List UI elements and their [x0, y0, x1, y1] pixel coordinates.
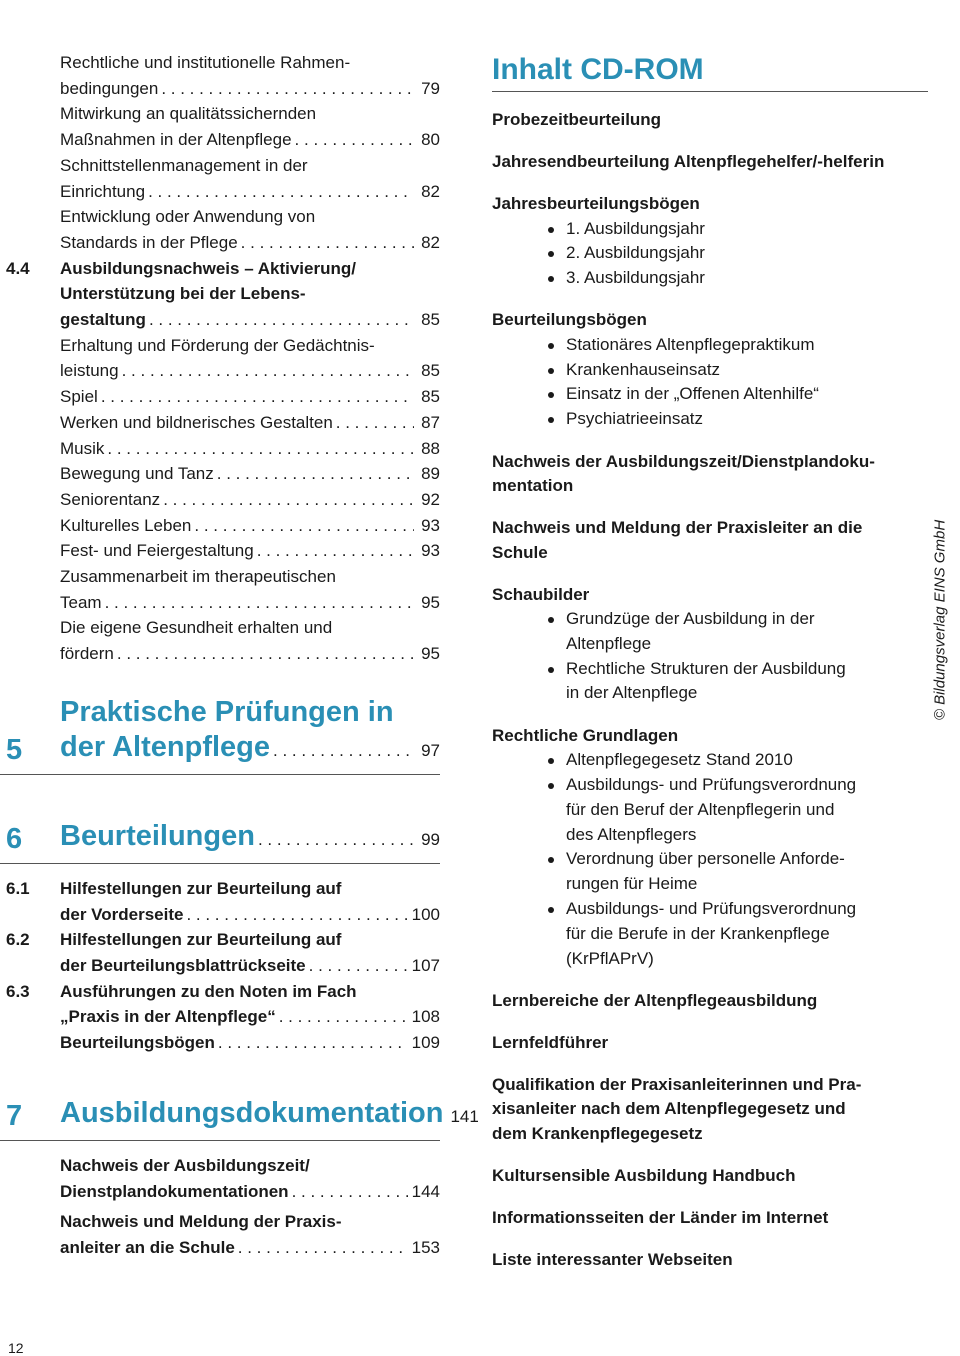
toc-page: 97: [421, 740, 440, 760]
dot-leader: [295, 127, 414, 153]
toc-line: [60, 101, 440, 127]
toc-title: Ausbildungsdokumentation: [60, 1096, 444, 1129]
toc-title: Spiel: [60, 387, 98, 407]
toc-page: 108: [411, 1007, 440, 1027]
toc-entry[interactable]: [0, 1153, 440, 1204]
bullet-line: Altenpflegegesetz Stand 2010: [566, 750, 793, 770]
toc-page: 82: [421, 232, 440, 252]
cd-rom-item: [492, 1248, 928, 1273]
cd-rom-item-title: Nachweis und Meldung der Praxisleiter an die: [492, 518, 863, 538]
dot-leader: [309, 953, 408, 979]
toc-title: fördern: [60, 644, 114, 664]
toc-line: [60, 1179, 440, 1205]
bullet-line: für den Beruf der Altenpflegerin und: [566, 799, 835, 819]
toc-title: Bewegung und Tanz: [60, 464, 214, 484]
toc-entry[interactable]: [0, 101, 440, 152]
toc-line: [60, 538, 440, 564]
toc-entry[interactable]: [0, 204, 440, 255]
bullet-line: Verordnung über personelle Anforde-: [566, 849, 845, 869]
bullet-line: für die Berufe in der Krankenpflege: [566, 923, 830, 943]
toc-number: 6.1: [6, 878, 30, 898]
cd-rom-list: [492, 108, 928, 1272]
toc-title: Rechtliche und institutionelle Rahmen-: [60, 53, 351, 72]
toc-title: der Altenpflege: [60, 730, 271, 763]
toc-title: anleiter an die Schule: [60, 1237, 235, 1257]
toc-entry[interactable]: [0, 487, 440, 513]
toc-page: 109: [411, 1033, 440, 1053]
bullet-line: Ausbildungs- und Prüfungsverordnung: [566, 775, 857, 795]
toc-page: 92: [421, 489, 440, 509]
toc-line: [60, 307, 440, 333]
bullet-item: [492, 847, 928, 897]
dot-leader: [194, 513, 414, 539]
dot-leader: [149, 307, 414, 333]
toc-page: 141: [450, 1106, 479, 1126]
cd-rom-item-title: Informationsseiten der Länder im Internet: [492, 1207, 829, 1227]
cd-rom-item-title: Lernfeldführer: [492, 1032, 609, 1052]
toc-title: Nachweis der Ausbildungszeit/: [60, 1155, 310, 1175]
bullet-line: Krankenhauseinsatz: [566, 359, 721, 379]
bullet-line: Ausbildungs- und Prüfungsverordnung: [566, 899, 857, 919]
toc-number: 6: [6, 822, 23, 855]
toc-page: 153: [411, 1237, 440, 1257]
toc-title: Die eigene Gesundheit erhalten und: [60, 618, 333, 638]
toc-number: 4.4: [6, 258, 30, 278]
toc-page: 87: [421, 412, 440, 432]
toc-line: [60, 487, 440, 513]
toc-title: der Beurteilungsblattrückseite: [60, 955, 306, 975]
dot-leader: [163, 487, 414, 513]
cd-rom-item-title: Jahresbeurteilungsbögen: [492, 194, 700, 213]
toc-title: Ausführungen zu den Noten im Fach: [60, 981, 357, 1001]
toc-title: Beurteilungen: [60, 819, 255, 852]
cd-rom-item-title: Schule: [492, 542, 548, 562]
toc-title: Kulturelles Leben: [60, 515, 192, 535]
toc-page: 95: [421, 592, 440, 612]
dot-leader: [105, 590, 414, 616]
toc-title: Dienstplandokumentationen: [60, 1181, 289, 1201]
toc-page: 89: [421, 464, 440, 484]
bullet-item: [492, 358, 928, 383]
cd-rom-item-title: mentation: [492, 476, 574, 496]
toc-title: Maßnahmen in der Altenpflege: [60, 130, 292, 150]
toc-line: [60, 1030, 440, 1056]
bullet-line: (KrPflAPrV): [566, 948, 654, 968]
toc-title: Einrichtung: [60, 181, 146, 201]
toc-entry[interactable]: [0, 1030, 440, 1056]
dot-leader: [279, 1004, 408, 1030]
toc-entry[interactable]: [0, 1209, 440, 1260]
toc-line: [60, 76, 440, 102]
bullet-line: in der Altenpflege: [566, 683, 698, 703]
bullet-item: [492, 266, 928, 291]
dot-leader: [107, 436, 414, 462]
toc-entry[interactable]: [0, 384, 440, 410]
bullet-item: [492, 748, 928, 773]
bullet-item: [492, 241, 928, 266]
toc-line: [60, 1004, 440, 1030]
cd-rom-item-title: xisanleiter nach dem Altenpflegegesetz und: [492, 1099, 846, 1119]
bullet-line: Grundzüge der Ausbildung in der: [566, 609, 815, 629]
toc-title: Musik: [60, 438, 105, 458]
bullet-line: des Altenpflegers: [566, 824, 697, 844]
toc-title: Nachweis und Meldung der Praxis-: [60, 1212, 342, 1232]
cd-rom-item-title: Probezeitbeurteilung: [492, 110, 662, 129]
cd-rom-item-title: Lernbereiche der Altenpflegeausbildung: [492, 990, 818, 1010]
bullet-line: Einsatz in der „Offenen Altenhilfe“: [566, 384, 819, 404]
toc-line: [60, 358, 440, 384]
dot-leader: [117, 641, 414, 667]
toc-title: Werken und bildnerisches Gestalten: [60, 412, 333, 432]
bullet-line: Altenpflege: [566, 633, 652, 653]
cd-rom-item: [492, 192, 928, 291]
toc-line: [60, 410, 440, 436]
bullet-item: [492, 407, 928, 432]
dot-leader: [122, 358, 414, 384]
copyright-notice: © Bildungsverlag EINS GmbH: [931, 519, 949, 721]
toc-line: [60, 615, 440, 641]
dot-leader: [258, 822, 414, 857]
toc-line: [60, 927, 440, 953]
toc-line: [60, 1096, 479, 1134]
toc-number: 5: [6, 733, 23, 766]
toc-title: Unterstützung bei der Lebens-: [60, 284, 306, 304]
bullet-line: Stationäres Altenpflegepraktikum: [566, 334, 815, 354]
dot-leader: [218, 1030, 408, 1056]
toc-line: [60, 127, 440, 153]
cd-rom-item-title: Jahresendbeurteilung Altenpflegehelfer/-helferin: [492, 152, 885, 171]
toc-line: [60, 436, 440, 462]
toc-entry[interactable]: [0, 256, 440, 333]
toc-page: 100: [411, 904, 440, 924]
toc-page: 82: [421, 181, 440, 201]
dot-leader: [148, 179, 414, 205]
cd-rom-item-title: Kultursensible Ausbildung Handbuch: [492, 1165, 796, 1185]
dot-leader: [292, 1179, 408, 1205]
toc-title: Zusammenarbeit im therapeutischen: [60, 567, 336, 587]
toc-title: Ausbildungsnachweis – Aktivierung/: [60, 258, 356, 278]
dot-leader: [186, 902, 407, 928]
bullet-item: [492, 657, 928, 707]
toc-line: [60, 204, 440, 230]
cd-rom-item: [492, 724, 928, 972]
toc-page: 79: [421, 78, 440, 98]
toc-line: [60, 461, 440, 487]
toc-title: Seniorentanz: [60, 489, 161, 509]
chapter-heading[interactable]: [0, 1096, 479, 1141]
toc-entry[interactable]: [0, 927, 440, 978]
toc-line: [60, 50, 440, 76]
toc-title: Erhaltung und Förderung der Gedächtnis-: [60, 335, 375, 355]
toc-entry[interactable]: [0, 615, 440, 666]
dot-leader: [273, 733, 414, 768]
toc-page: 93: [421, 515, 440, 535]
bullet-line: 2. Ausbildungsjahr: [566, 243, 705, 263]
cd-rom-item: [492, 108, 928, 133]
toc-title: bedingungen: [60, 78, 159, 98]
bullet-line: 3. Ausbildungsjahr: [566, 268, 705, 288]
toc-number: 7: [6, 1099, 23, 1132]
toc-page: 80: [421, 130, 440, 150]
toc-title: Entwicklung oder Anwendung von: [60, 207, 316, 227]
dot-leader: [241, 230, 414, 256]
toc-line: [60, 953, 440, 979]
cd-rom-item-title: dem Krankenpflegegesetz: [492, 1123, 703, 1143]
cd-rom-item-title: Beurteilungsbögen: [492, 310, 647, 330]
toc-number: 6.3: [6, 981, 30, 1001]
toc-line: [60, 513, 440, 539]
cd-rom-item: [492, 1164, 928, 1189]
toc-title: Schnittstellenmanagement in der: [60, 155, 308, 175]
bullet-item: [492, 607, 928, 657]
toc-line: [60, 564, 440, 590]
toc-title: Hilfestellungen zur Beurteilung auf: [60, 878, 342, 898]
bullet-line: Psychiatrieeinsatz: [566, 409, 704, 429]
dot-leader: [101, 384, 414, 410]
dot-leader: [161, 76, 414, 102]
toc-line: [60, 641, 440, 667]
toc-page: 99: [421, 829, 440, 849]
toc-entry[interactable]: [0, 333, 440, 384]
toc-title: Standards in der Pflege: [60, 232, 238, 252]
toc-page: 85: [421, 310, 440, 330]
toc-title: leistung: [60, 361, 119, 381]
toc-page: 95: [421, 644, 440, 664]
cd-rom-item: [492, 1206, 928, 1231]
bullet-item: [492, 897, 928, 971]
toc-entry[interactable]: [0, 538, 440, 564]
toc-title: Team: [60, 592, 102, 612]
toc-line: [60, 1153, 440, 1179]
cd-rom-item: [492, 1031, 928, 1056]
toc-line: [60, 979, 440, 1005]
toc-page: 85: [421, 387, 440, 407]
toc-entry[interactable]: [0, 564, 440, 615]
toc-page: 144: [411, 1181, 440, 1201]
bullet-line: rungen für Heime: [566, 874, 698, 894]
cd-rom-item: [492, 989, 928, 1014]
bullet-item: [492, 217, 928, 242]
toc-title: Mitwirkung an qualitätssichernden: [60, 104, 317, 124]
chapter-heading[interactable]: [0, 819, 440, 864]
toc-line: [60, 256, 440, 282]
toc-page: 85: [421, 361, 440, 381]
toc-title: der Vorderseite: [60, 904, 184, 924]
toc-line: [60, 730, 440, 768]
toc-line: [60, 590, 440, 616]
cd-rom-item-title: Schaubilder: [492, 584, 590, 604]
bullet-line: Rechtliche Strukturen der Ausbildung: [566, 658, 846, 678]
bullet-item: [492, 382, 928, 407]
toc-entry[interactable]: [0, 50, 440, 101]
page-number: 12: [8, 1340, 24, 1356]
toc-entry[interactable]: [0, 153, 440, 204]
toc-line: [60, 902, 440, 928]
toc-entry[interactable]: [0, 876, 440, 927]
toc-title: Fest- und Feiergestaltung: [60, 541, 254, 561]
toc-number: 6.2: [6, 930, 30, 950]
toc-line: [60, 876, 440, 902]
cd-rom-item: [492, 516, 928, 565]
toc-title: Beurteilungsbögen: [60, 1033, 215, 1053]
toc-line: [60, 384, 440, 410]
dot-leader: [257, 538, 414, 564]
toc-title: Hilfestellungen zur Beurteilung auf: [60, 930, 342, 950]
cd-rom-item: [492, 1073, 928, 1147]
toc-title: Praktische Prüfungen in: [60, 695, 394, 728]
cd-rom-item: [492, 583, 928, 707]
toc-line: [60, 1209, 440, 1235]
bullet-line: 1. Ausbildungsjahr: [566, 218, 705, 238]
toc-title: „Praxis in der Altenpflege“: [60, 1007, 276, 1027]
toc-page: 107: [411, 955, 440, 975]
toc-line: [60, 230, 440, 256]
toc-line: [60, 1235, 440, 1261]
toc-line: [60, 179, 440, 205]
toc-entry[interactable]: [0, 436, 440, 462]
cd-rom-heading: Inhalt CD-ROM: [492, 52, 928, 92]
cd-rom-item-title: Qualifikation der Praxisanleiterinnen und Pra-: [492, 1074, 862, 1094]
toc-line: [60, 281, 440, 307]
bullet-item: [492, 333, 928, 358]
toc-entry[interactable]: [0, 979, 440, 1030]
bullet-item: [492, 773, 928, 847]
cd-rom-contents: [492, 52, 928, 1290]
toc-page: 88: [421, 438, 440, 458]
toc-page: 93: [421, 541, 440, 561]
toc-line: [60, 695, 440, 730]
dot-leader: [336, 410, 414, 436]
toc-line: [60, 153, 440, 179]
cd-rom-item-title: Nachweis der Ausbildungszeit/Dienstplandoku-: [492, 451, 875, 471]
toc-line: [60, 333, 440, 359]
cd-rom-item: [492, 450, 928, 499]
chapter-heading[interactable]: [0, 695, 440, 775]
toc-entry[interactable]: [0, 513, 440, 539]
cd-rom-item: [492, 150, 928, 175]
dot-leader: [238, 1235, 408, 1261]
toc-entry[interactable]: [0, 410, 440, 436]
toc-entry[interactable]: [0, 461, 440, 487]
table-of-contents: [0, 50, 479, 1261]
cd-rom-item-title: Rechtliche Grundlagen: [492, 725, 679, 745]
cd-rom-item-title: Liste interessanter Webseiten: [492, 1249, 733, 1269]
toc-title: gestaltung: [60, 310, 146, 330]
toc-line: [60, 819, 440, 857]
cd-rom-item: [492, 308, 928, 432]
dot-leader: [217, 461, 414, 487]
